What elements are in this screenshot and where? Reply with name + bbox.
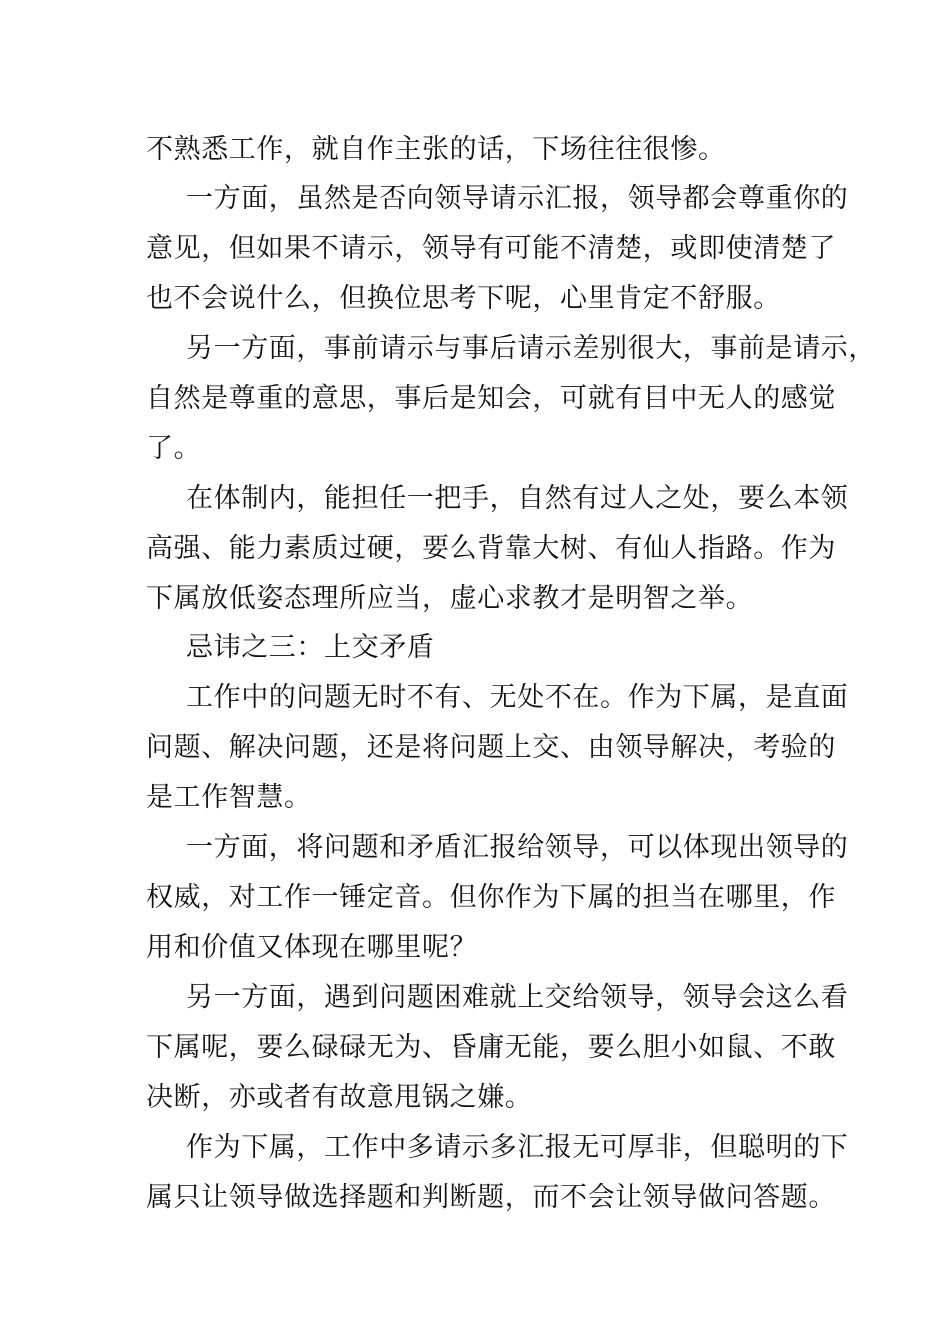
text-line: 也不会说什么，但换位思考下呢，心里肯定不舒服。 <box>146 283 781 314</box>
paragraph-first-line: 在体制内，能担任一把手，自然有过人之处，要么本领 <box>186 483 849 514</box>
text-line: 不熟悉工作，就自作主张的话，下场往往很惨。 <box>146 134 726 165</box>
text-line: 高强、能力素质过硬，要么背靠大树、有仙人指路。作为 <box>146 533 836 564</box>
text-line: 是工作智慧。 <box>146 782 312 813</box>
paragraph-first-line: 作为下属，工作中多请示多汇报无可厚非，但聪明的下 <box>186 1132 849 1163</box>
paragraph-first-line: 另一方面，遇到问题困难就上交给领导，领导会这么看 <box>186 982 849 1013</box>
text-line: 下属放低姿态理所应当，虚心求教才是明智之举。 <box>146 583 754 614</box>
text-line: 自然是尊重的意思，事后是知会，可就有目中无人的感觉 <box>146 383 836 414</box>
paragraph-first-line: 工作中的问题无时不有、无处不在。作为下属，是直面 <box>186 682 849 713</box>
text-line: 问题、解决问题，还是将问题上交、由领导解决，考验的 <box>146 732 836 763</box>
text-line: 决断，亦或者有故意甩锅之嫌。 <box>146 1082 533 1113</box>
text-line: 用和价值又体现在哪里呢？ <box>146 932 478 963</box>
text-line: 属只让领导做选择题和判断题，而不会让领导做问答题。 <box>146 1182 836 1213</box>
text-line: 权威，对工作一锤定音。但你作为下属的担当在哪里，作 <box>146 882 836 913</box>
text-line: 意见，但如果不请示，领导有可能不清楚，或即使清楚了 <box>146 233 836 264</box>
paragraph-first-line: 一方面，虽然是否向领导请示汇报，领导都会尊重你的 <box>186 183 849 214</box>
text-line: 下属呢，要么碌碌无为、昏庸无能，要么胆小如鼠、不敢 <box>146 1032 836 1063</box>
section-heading: 忌讳之三：上交矛盾 <box>186 632 435 663</box>
text-line: 了。 <box>146 433 202 464</box>
paragraph-first-line: 另一方面，事前请示与事后请示差别很大，事前是请示， <box>186 333 876 364</box>
paragraph-first-line: 一方面，将问题和矛盾汇报给领导，可以体现出领导的 <box>186 832 849 863</box>
